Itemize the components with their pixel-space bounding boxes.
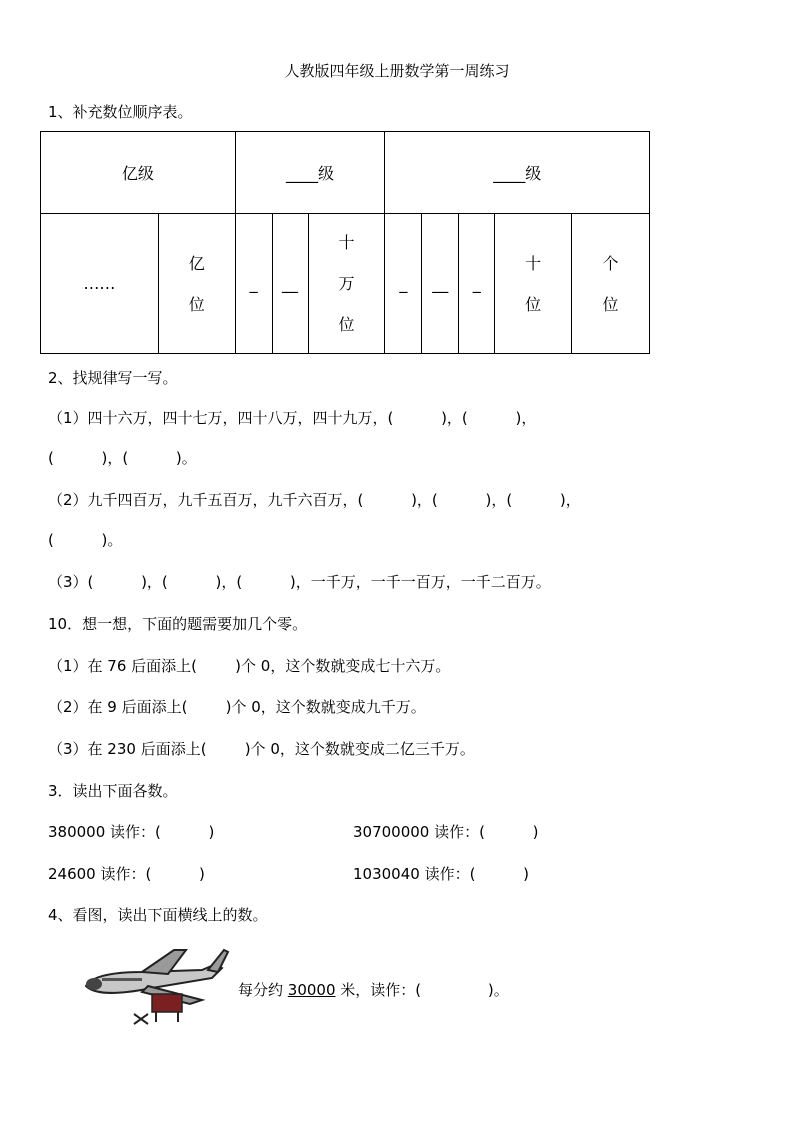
- q2-line-2: ( )，( )。: [48, 449, 197, 467]
- q1-heading: 1、补充数位顺序表。: [48, 103, 193, 121]
- group-yi: 亿级: [41, 132, 236, 214]
- cell-blank-d[interactable]: __: [422, 214, 459, 354]
- q10-line-2: （2）在 9 后面添上( )个 0，这个数就变成九千万。: [48, 698, 426, 716]
- q3-item-1: 380000 读作：( ): [48, 823, 215, 841]
- airplane-icon: [82, 942, 230, 1030]
- cell-shiwan-wei: [308, 214, 385, 354]
- q2-heading: 2、找规律写一写。: [48, 369, 178, 387]
- stacked-char: 位: [525, 294, 542, 314]
- cell-yi-wei: [158, 214, 235, 354]
- q3-heading: 3．读出下面各数。: [48, 782, 178, 800]
- stacked-char: 位: [338, 315, 355, 334]
- q2-line-1: （1）四十六万，四十七万，四十八万，四十九万，( )，( )，: [48, 409, 537, 427]
- cell-ge-wei: [572, 214, 650, 354]
- stacked-char: 位: [602, 294, 619, 314]
- cell-ellipsis: ……: [41, 214, 159, 354]
- group-blank-2[interactable]: ____级: [385, 132, 650, 214]
- q3-item-4: 1030040 读作：( ): [353, 865, 529, 883]
- q2-line-5: （3）( )，( )，( )，一千万，一千一百万，一千二百万。: [48, 573, 551, 591]
- q2-line-3: （2）九千四百万，九千五百万，九千六百万，( )，( )，( )，: [48, 491, 581, 509]
- q3-item-3: 24600 读作：( ): [48, 865, 205, 883]
- cell-blank-c[interactable]: _: [385, 214, 422, 354]
- stacked-char: 亿: [188, 253, 205, 273]
- group-blank-1[interactable]: ____级: [235, 132, 385, 214]
- place-value-table: [40, 131, 650, 354]
- stacked-char: 位: [188, 294, 205, 314]
- airplane-drawing: [86, 950, 228, 1024]
- q10-heading: 10．想一想，下面的题需要加几个零。: [48, 615, 308, 633]
- q4-answer-line: [238, 980, 509, 1000]
- cell-shi-wei: [495, 214, 572, 354]
- q2-line-4: ( )。: [48, 531, 123, 549]
- cell-blank-e[interactable]: _: [459, 214, 495, 354]
- q4-heading: 4、看图，读出下面横线上的数。: [48, 906, 268, 924]
- q4-prefix: 每分约: [238, 981, 288, 999]
- q3-item-2: 30700000 读作：( ): [353, 823, 539, 841]
- cell-blank-a[interactable]: _: [235, 214, 272, 354]
- q4-suffix: 米，读作：( )。: [335, 981, 509, 999]
- cell-blank-b[interactable]: __: [272, 214, 308, 354]
- q10-line-1: （1）在 76 后面添上( )个 0，这个数就变成七十六万。: [48, 657, 451, 675]
- q10-line-3: （3）在 230 后面添上( )个 0，这个数就变成二亿三千万。: [48, 740, 475, 758]
- stacked-char: 十: [525, 253, 542, 273]
- q4-number: 30000: [287, 981, 336, 999]
- stacked-char: 万: [338, 274, 355, 293]
- page-title: 人教版四年级上册数学第一周练习: [284, 62, 510, 80]
- stacked-char: 十: [338, 233, 355, 252]
- stacked-char: 个: [602, 253, 619, 273]
